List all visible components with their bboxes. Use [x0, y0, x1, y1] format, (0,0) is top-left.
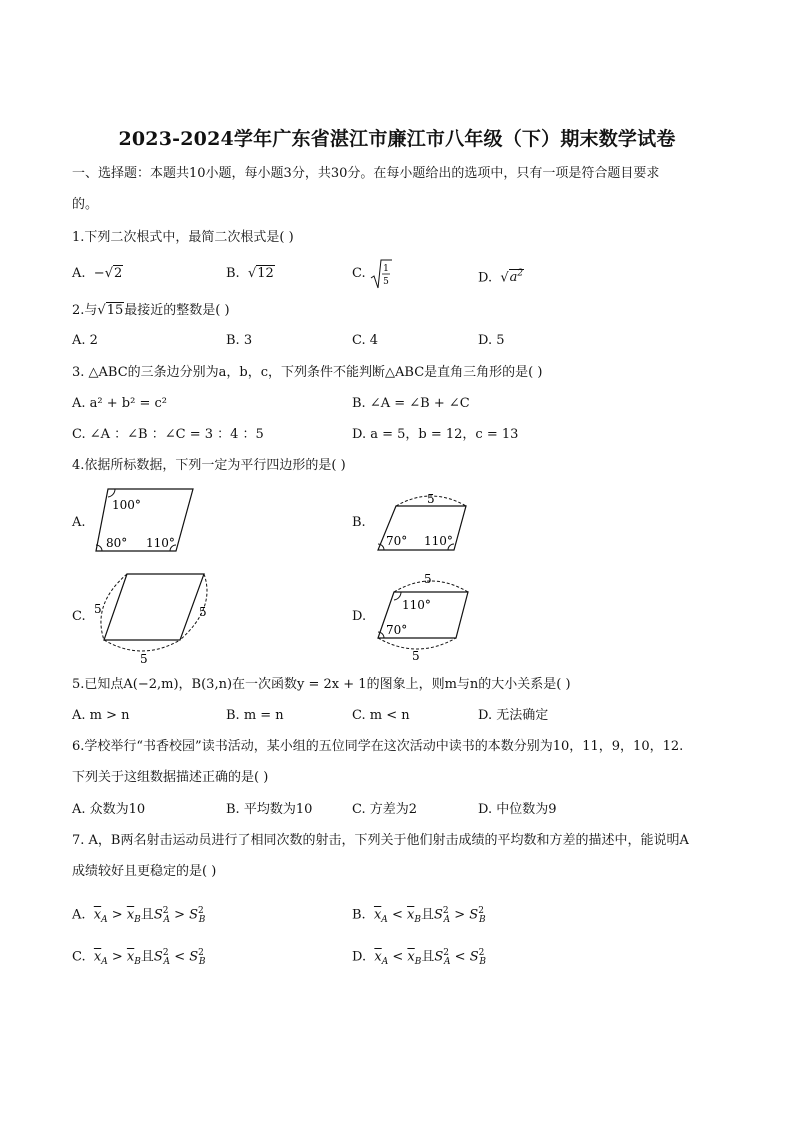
q5-option-b: B. m = n — [226, 708, 284, 723]
sub-a: A — [163, 914, 170, 925]
q2-stem-post: 最接近的整数是( ) — [124, 303, 230, 318]
sub-b: B — [198, 914, 206, 925]
x-bar-b: $\overline{x}$ — [407, 949, 415, 965]
q6-stem-line2: 下列关于这组数据描述正确的是( ) — [72, 770, 269, 785]
q3-option-a: A. a² + b² = c² — [72, 396, 167, 411]
sub-b: B — [134, 956, 141, 967]
q1-b-label: B. — [226, 266, 240, 281]
q7-c-rel1: > — [111, 949, 123, 965]
q4-a-angle-top: 100° — [112, 498, 141, 512]
s-a: S — [434, 949, 444, 965]
q4-d-figure — [370, 570, 480, 666]
q5-stem: 5.已知点A(−2,m)，B(3,n)在一次函数y = 2x + 1的图象上，则m与n的大小关系是( ) — [72, 677, 571, 692]
x-bar-b: $\overline{x}$ — [126, 907, 135, 923]
q2-option-d: D. 5 — [478, 333, 505, 348]
q4-a-angle-br: 110° — [146, 536, 175, 550]
and-word: 且 — [140, 949, 154, 965]
q7-b-rel2: > — [454, 907, 466, 923]
q2-stem-pre: 2.与 — [72, 303, 98, 318]
section-heading-line2: 的。 — [72, 197, 99, 212]
sub-a: A — [443, 914, 451, 925]
q7-d-rel2: < — [454, 949, 466, 965]
q4-d-side-top: 5 — [424, 572, 432, 586]
q7-option-a — [72, 902, 205, 929]
q4-a-angle-bl: 80° — [106, 536, 128, 550]
q4-b-label: B. — [352, 515, 366, 530]
q6-option-b: B. 平均数为10 — [226, 802, 313, 817]
radical-sign: √ — [500, 270, 509, 286]
sub-b: B — [198, 956, 206, 967]
q7-b-rel1: < — [391, 907, 403, 923]
s-b: S — [189, 907, 199, 923]
sub-a: A — [101, 914, 108, 925]
sub-a: A — [381, 914, 388, 925]
q6-option-a: A. 众数为10 — [72, 802, 146, 817]
s-b: S — [189, 949, 199, 965]
sq-a: 2 — [162, 948, 169, 958]
x-bar-a: $\overline{x}$ — [93, 949, 102, 965]
q5-option-d: D. 无法确定 — [478, 708, 549, 723]
sub-a: A — [101, 956, 108, 967]
q7-c-label: C. — [72, 949, 86, 965]
q2-option-c: C. 4 — [352, 333, 379, 348]
q7-a-rel1: > — [111, 907, 123, 923]
sub-a: A — [163, 956, 171, 967]
x-bar-a: $\overline{x}$ — [373, 907, 382, 923]
q7-stem-line1: 7. A，B两名射击运动员进行了相同次数的射击，下列关于他们射击成绩的平均数和方差的描述中，能说明A — [72, 833, 689, 848]
q4-c-figure — [90, 566, 220, 668]
q4-stem: 4.依据所标数据，下列一定为平行四边形的是( ) — [72, 458, 346, 473]
q5-option-a: A. m > n — [72, 708, 130, 723]
q1-c-label: C. — [352, 266, 366, 281]
q1-option-c — [352, 258, 389, 290]
q4-c-label: C. — [72, 609, 86, 624]
and-word: 且 — [140, 907, 154, 923]
q5-option-c: C. m < n — [352, 708, 410, 723]
q6-stem-line1: 6.学校举行“书香校园”读书活动，某小组的五位同学在这次活动中读书的本数分别为10，11，9，10，12. — [72, 739, 684, 754]
q4-b-figure — [370, 488, 480, 556]
q3-option-c: C. ∠A ：∠B ：∠C = 3 ：4 ：5 — [72, 427, 264, 442]
and-word: 且 — [420, 907, 434, 923]
q4-d-angle-tl: 110° — [402, 598, 431, 612]
fraction-radical — [370, 258, 392, 290]
sub-b: B — [134, 914, 141, 925]
page-title: 2023-2024学年广东省湛江市廉江市八年级（下）期末数学试卷 — [118, 128, 676, 150]
q2-stem — [72, 302, 230, 320]
q6-option-c: C. 方差为2 — [352, 802, 418, 817]
q7-c-rel2: < — [174, 949, 186, 965]
q4-c-side-right: 5 — [199, 605, 207, 619]
sub-a: A — [444, 956, 451, 967]
sub-b: B — [478, 914, 486, 925]
q3-stem: 3. △ABC的三条边分别为a，b，c，下列条件不能判断△ABC是直角三角形的是( ) — [72, 365, 543, 380]
radical-sign: √ — [247, 266, 257, 281]
q7-d-label: D. — [352, 949, 367, 965]
q4-d-angle-bl: 70° — [386, 623, 408, 637]
q1-d-exponent: 2 — [517, 269, 524, 279]
q1-stem: 1.下列二次根式中，最简二次根式是( ) — [72, 230, 294, 245]
x-bar-b: $\overline{x}$ — [126, 949, 135, 965]
q1-d-base: a — [509, 270, 518, 286]
q4-b-angle-bl: 70° — [386, 534, 408, 548]
q7-stem-line2: 成绩较好且更稳定的是( ) — [72, 864, 217, 879]
q2-option-a: A. 2 — [72, 333, 98, 348]
s-a: S — [153, 907, 163, 923]
radical-sign: √ — [97, 303, 106, 318]
q7-a-label: A. — [72, 907, 86, 923]
sq-b: 2 — [478, 948, 485, 958]
sq-b: 2 — [478, 906, 484, 916]
sq-a: 2 — [443, 948, 450, 958]
q7-option-c — [72, 944, 206, 971]
q1-option-b — [226, 265, 275, 283]
q4-b-angle-br: 110° — [424, 534, 453, 548]
q3-option-b: B. ∠A = ∠B + ∠C — [352, 396, 470, 411]
q1-c-denominator: 5 — [383, 277, 389, 287]
s-a: S — [433, 907, 443, 923]
s-b: S — [469, 907, 479, 923]
sq-b: 2 — [198, 906, 204, 916]
q1-a-sign: − — [93, 266, 105, 281]
q1-b-radicand: 12 — [257, 266, 274, 281]
q4-a-label: A. — [72, 515, 86, 530]
q4-d-side-bottom: 5 — [412, 649, 420, 663]
q3-option-d: D. a = 5，b = 12，c = 13 — [352, 427, 519, 442]
section-heading-line1: 一、选择题：本题共10小题，每小题3分，共30分。在每小题给出的选项中，只有一项是符合题目要求 — [72, 166, 660, 181]
q4-c-side-bottom: 5 — [140, 652, 148, 666]
q7-option-b — [352, 902, 486, 929]
q4-b-side-top: 5 — [427, 492, 435, 506]
q4-d-label: D. — [352, 609, 367, 624]
radical-sign: √ — [104, 266, 113, 281]
x-bar-b: $\overline{x}$ — [406, 907, 415, 923]
s-b: S — [469, 949, 479, 965]
q1-a-radicand: 2 — [114, 266, 123, 281]
q4-c-side-left: 5 — [94, 602, 102, 616]
q1-option-d — [478, 265, 524, 287]
q1-d-label: D. — [478, 270, 493, 286]
q6-option-d: D. 中位数为9 — [478, 802, 557, 817]
and-word: 且 — [421, 949, 435, 965]
q1-option-a — [72, 265, 123, 283]
sub-a: A — [381, 956, 389, 967]
sq-a: 2 — [162, 906, 169, 916]
x-bar-a: $\overline{x}$ — [93, 907, 102, 923]
q7-option-d — [352, 944, 486, 971]
sub-b: B — [414, 956, 422, 967]
q2-radicand: 15 — [106, 303, 124, 318]
sq-a: 2 — [442, 906, 449, 916]
q1-a-label: A. — [72, 266, 86, 281]
q2-option-b: B. 3 — [226, 333, 253, 348]
q1-c-numerator: 1 — [383, 264, 389, 274]
q7-d-rel1: < — [392, 949, 404, 965]
sq-b: 2 — [198, 948, 204, 958]
sub-b: B — [414, 914, 421, 925]
q7-a-rel2: > — [174, 907, 185, 923]
x-bar-a: $\overline{x}$ — [374, 949, 382, 965]
q7-b-label: B. — [352, 907, 366, 923]
q4-a-figure — [90, 482, 200, 556]
sub-b: B — [479, 956, 486, 967]
s-a: S — [153, 949, 163, 965]
